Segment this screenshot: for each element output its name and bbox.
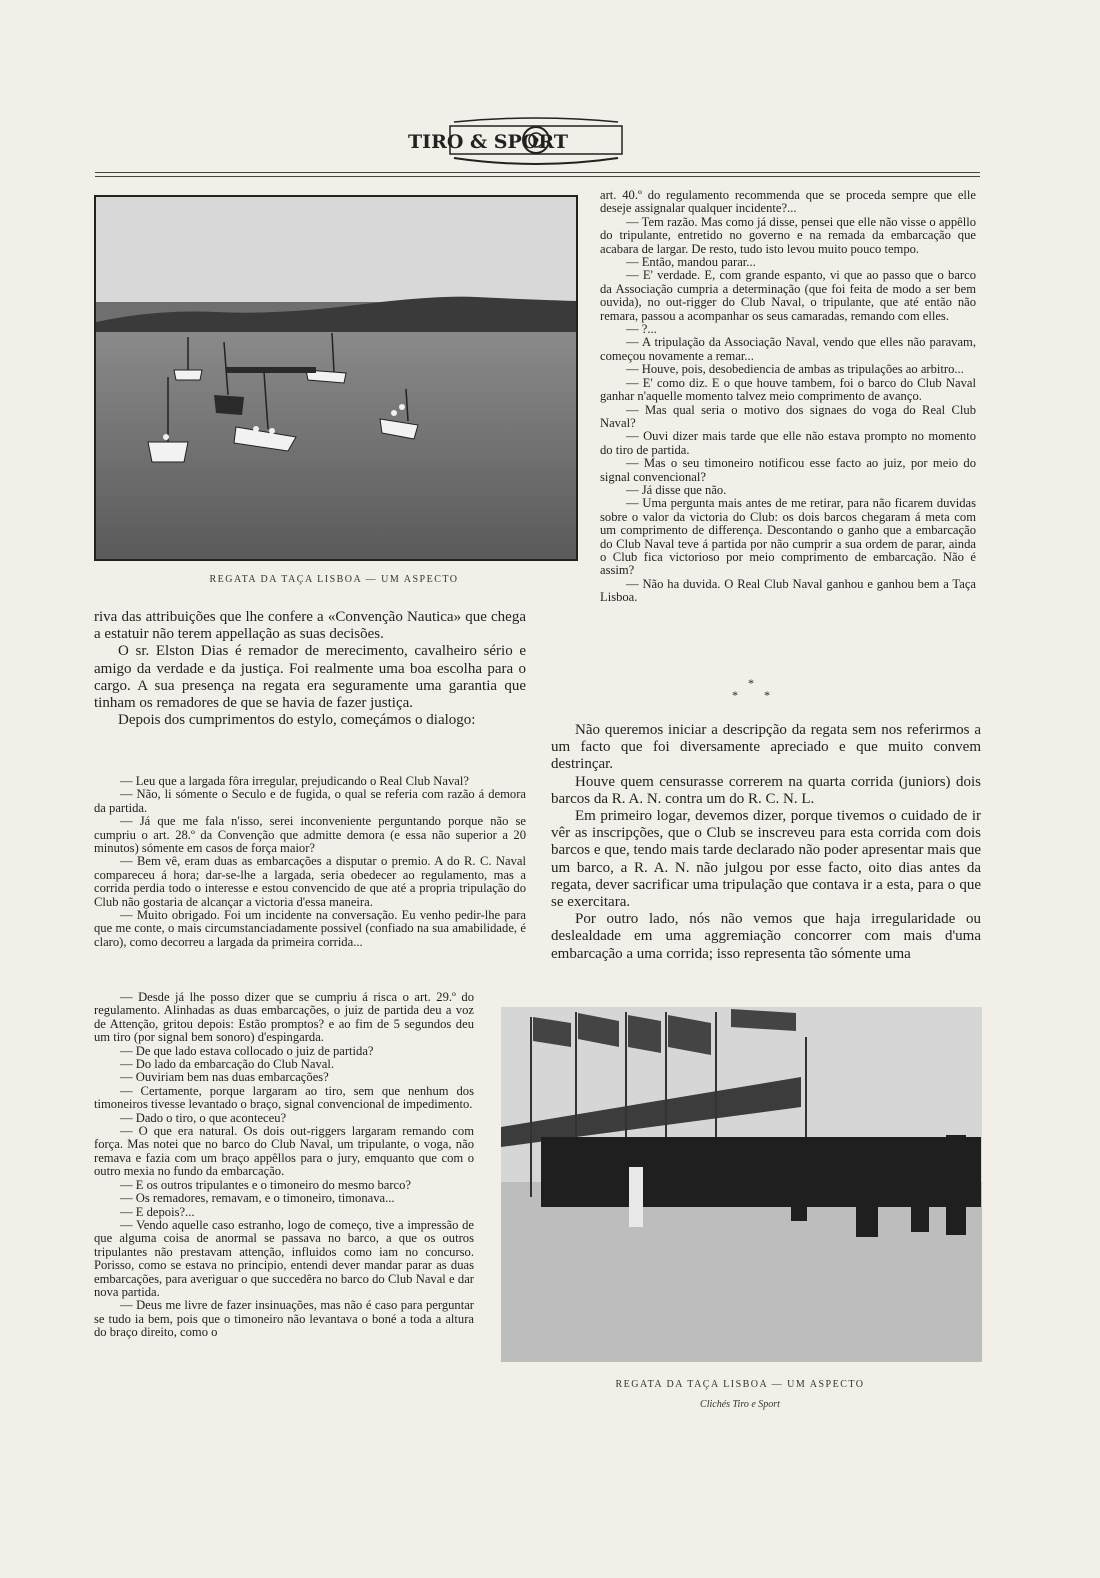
- paragraph: — Então, mandou parar...: [626, 255, 756, 270]
- paragraph: Por outro lado, nós não vemos que haja irregularidade ou deslealdade em uma aggremiação concorrer com mais d'uma embarcação a uma corrida; isso representa tão sómente uma: [551, 911, 981, 962]
- paragraph: — Ouviriam bem nas duas embarcações?: [120, 1070, 329, 1085]
- paragraph: — E depois?...: [120, 1204, 195, 1219]
- paragraph: — Mas o seu timoneiro notificou esse facto ao juiz, por meio do signal convencional?: [600, 456, 976, 484]
- paragraph: — Mas qual seria o motivo dos signaes do voga do Real Club Naval?: [600, 402, 976, 430]
- paragraph: — Muito obrigado. Foi um incidente na conversação. Eu venho pedir-lhe para que me conte, o mais circumstanciadamente possivel (confiado na sua amabilidade, é claro), como decorreu a largada da primeira corrida...: [94, 908, 526, 949]
- paragraph: — Desde já lhe posso dizer que se cumpriu á risca o art. 29.º do regulamento. Alinhadas as duas embarcações, o juiz de partida deu a voz de Attenção, gritou depois: Estão promptos? e ao fim de 5 segundos deu um tiro (por signal bem sonoro) d'espingarda.: [94, 990, 474, 1045]
- dialogue-column-left-narrow: [94, 991, 474, 1340]
- paragraph: — Tem razão. Mas como já disse, pensei que elle não visse o appêllo do tripulante, entretido no governo e na remada da embarcação que acabara de largar. De resto, tudo isto levou muito pouco tempo.: [600, 214, 976, 256]
- paragraph: — Do lado da embarcação do Club Naval.: [120, 1057, 335, 1072]
- paragraph: — E' verdade. E, com grande espanto, vi que ao passo que o barco da Associação cumpria a determinação (que foi feita de modo a ser bem ouvida), no out-rigger do Club Naval, o tripulante, que até então não remara, passou a acompanhar os seus camaradas, remando com elles.: [600, 268, 976, 323]
- paragraph: O sr. Elston Dias é remador de merecimento, cavalheiro sério e amigo da verdade e da justiça. Foi realmente uma boa escolha para o cargo. A sua presença na regata era seguramente uma garantia que tinham os remadores de que se havia de fazer justiça.: [94, 643, 526, 712]
- masthead-logo: [408, 118, 624, 164]
- photo-caption: REGATA DA TAÇA LISBOA — UM ASPECTO: [615, 1379, 865, 1390]
- article-column-left: [94, 609, 526, 729]
- paragraph: — Uma pergunta mais antes de me retirar, para não ficarem duvidas sobre o valor da victoria do Club: os dois barcos chegaram á meta com um comprimento de differença. Descontando o ganho que a embarcação do Club Naval teve á partida por não cumprir a sua ordem de parar, ainda o Club fica victorioso por meio comprimento de embarcação. Não é assim?: [600, 496, 976, 578]
- paragraph: Não queremos iniciar a descripção da regata sem nos referirmos a um facto que foi diversamente apreciado e que muito convem destrinçar.: [551, 722, 981, 773]
- paragraph: — Vendo aquelle caso estranho, logo de começo, tive a impressão de que alguma coisa de anormal se passava no barco, a que os outros tripulantes não prestavam attenção, influidos como iam no concurso. Porisso, como se estava no principio, entendi dever mandar parar as duas embarcações, para averiguar o que succedêra no barco do Club Naval e dar nova partida.: [94, 1217, 474, 1299]
- dialogue-column-right: [600, 189, 976, 605]
- paragraph: — E os outros tripulantes e o timoneiro do mesmo barco?: [120, 1177, 411, 1192]
- header-rule: [95, 176, 980, 177]
- paragraph: — A tripulação da Associação Naval, vendo que elles não paravam, começou novamente a remar...: [600, 335, 976, 363]
- paragraph: Em primeiro logar, devemos dizer, porque tivemos o cuidado de ir vêr as inscripções, que o Club se inscreveu para esta corrida com dois barcos e que, tendo mais tarde declarado não poder apresentar mais que um barco, a R. A. N. não julgou por esse facto, oito dias antes da regata, dever sacrificar uma tripulação que contava ir a esta, para o que se exercitara.: [551, 808, 981, 911]
- paragraph: — Já que me fala n'isso, serei inconveniente perguntando porque não se cumpriu o art. 28.º da Convenção que admitte demora (e essa não superior a 20 minutos) sómente em casos de força maior?: [94, 814, 526, 856]
- paragraph: — Ouvi dizer mais tarde que elle não estava prompto no momento do tiro de partida.: [600, 429, 976, 457]
- paragraph: riva das attribuições que lhe confere a «Convenção Nautica» que chega a estatuir não terem appellação as suas decisões.: [94, 609, 526, 643]
- paragraph: — Não, li sómente o Seculo e de fugida, o qual se referia com razão á demora da partida.: [94, 787, 526, 815]
- paragraph: — De que lado estava collocado o juiz de partida?: [120, 1043, 374, 1058]
- article-column-right: [551, 722, 981, 963]
- paragraph: — Dado o tiro, o que aconteceu?: [120, 1110, 287, 1125]
- photo-credit: Clichés Tiro e Sport: [700, 1399, 780, 1410]
- photo-caption: REGATA DA TAÇA LISBOA — UM ASPECTO: [209, 574, 459, 585]
- regatta-crowd-photo: [501, 1007, 982, 1362]
- header-rule: [95, 172, 980, 173]
- paragraph: — Não ha duvida. O Real Club Naval ganhou e ganhou bem a Taça Lisboa.: [600, 576, 976, 605]
- paragraph: — E' como diz. E o que houve tambem, foi o barco do Club Naval ganhar n'aquelle momento talvez meio comprimento de avanço.: [600, 375, 976, 404]
- paragraph: — Leu que a largada fôra irregular, prejudicando o Real Club Naval?: [120, 774, 469, 788]
- paragraph: — Houve, pois, desobediencia de ambas as tripulações ao arbitro...: [626, 362, 964, 377]
- paragraph: — Bem vê, eram duas as embarcações a disputar o premio. A do R. C. Naval compareceu á hora; dar-se-lhe a largada, seria obedecer ao regulamento, mas a corrida perdia todo o interesse e estou convencido de que até a propria tripulação do Club não gostaria de alcançar a victoria d'essa maneira.: [94, 854, 526, 909]
- paragraph: — Já disse que não.: [626, 482, 727, 497]
- regatta-boats-photo: [94, 195, 578, 561]
- masthead-title: TIRO & SPORT: [408, 131, 568, 153]
- paragraph: — O que era natural. Os dois out-riggers largaram remando com força. Mas notei que no barco do Club Naval, um tripulante, o voga, não remava e fazia com um braço appêllos para o jury, emquanto que com o outro mexia no fundo da embarcação.: [94, 1124, 474, 1179]
- paragraph: Houve quem censurasse correrem na quarta corrida (juniors) dois barcos da R. A. N. contra um do R. C. N. L.: [551, 773, 981, 807]
- dialogue-column-left: [94, 775, 526, 949]
- paragraph: — ?...: [626, 322, 657, 337]
- paragraph: — Os remadores, remavam, e o timoneiro, timonava...: [120, 1191, 395, 1206]
- paragraph: art. 40.º do regulamento recommenda que se proceda sempre que elle deseje assignalar qualquer incidente?...: [600, 188, 976, 216]
- section-separator: * * *: [732, 676, 770, 702]
- paragraph: — Deus me livre de fazer insinuações, mas não é caso para perguntar se tudo ia bem, pois que o timoneiro não levantava o boné a toda a altura do braço direito, como o: [94, 1298, 474, 1340]
- paragraph: Depois dos cumprimentos do estylo, começámos o dialogo:: [118, 712, 476, 729]
- paragraph: — Certamente, porque largaram ao tiro, sem que nenhum dos timoneiros tivesse levantado o braço, signal convencional de impedimento.: [94, 1083, 474, 1112]
